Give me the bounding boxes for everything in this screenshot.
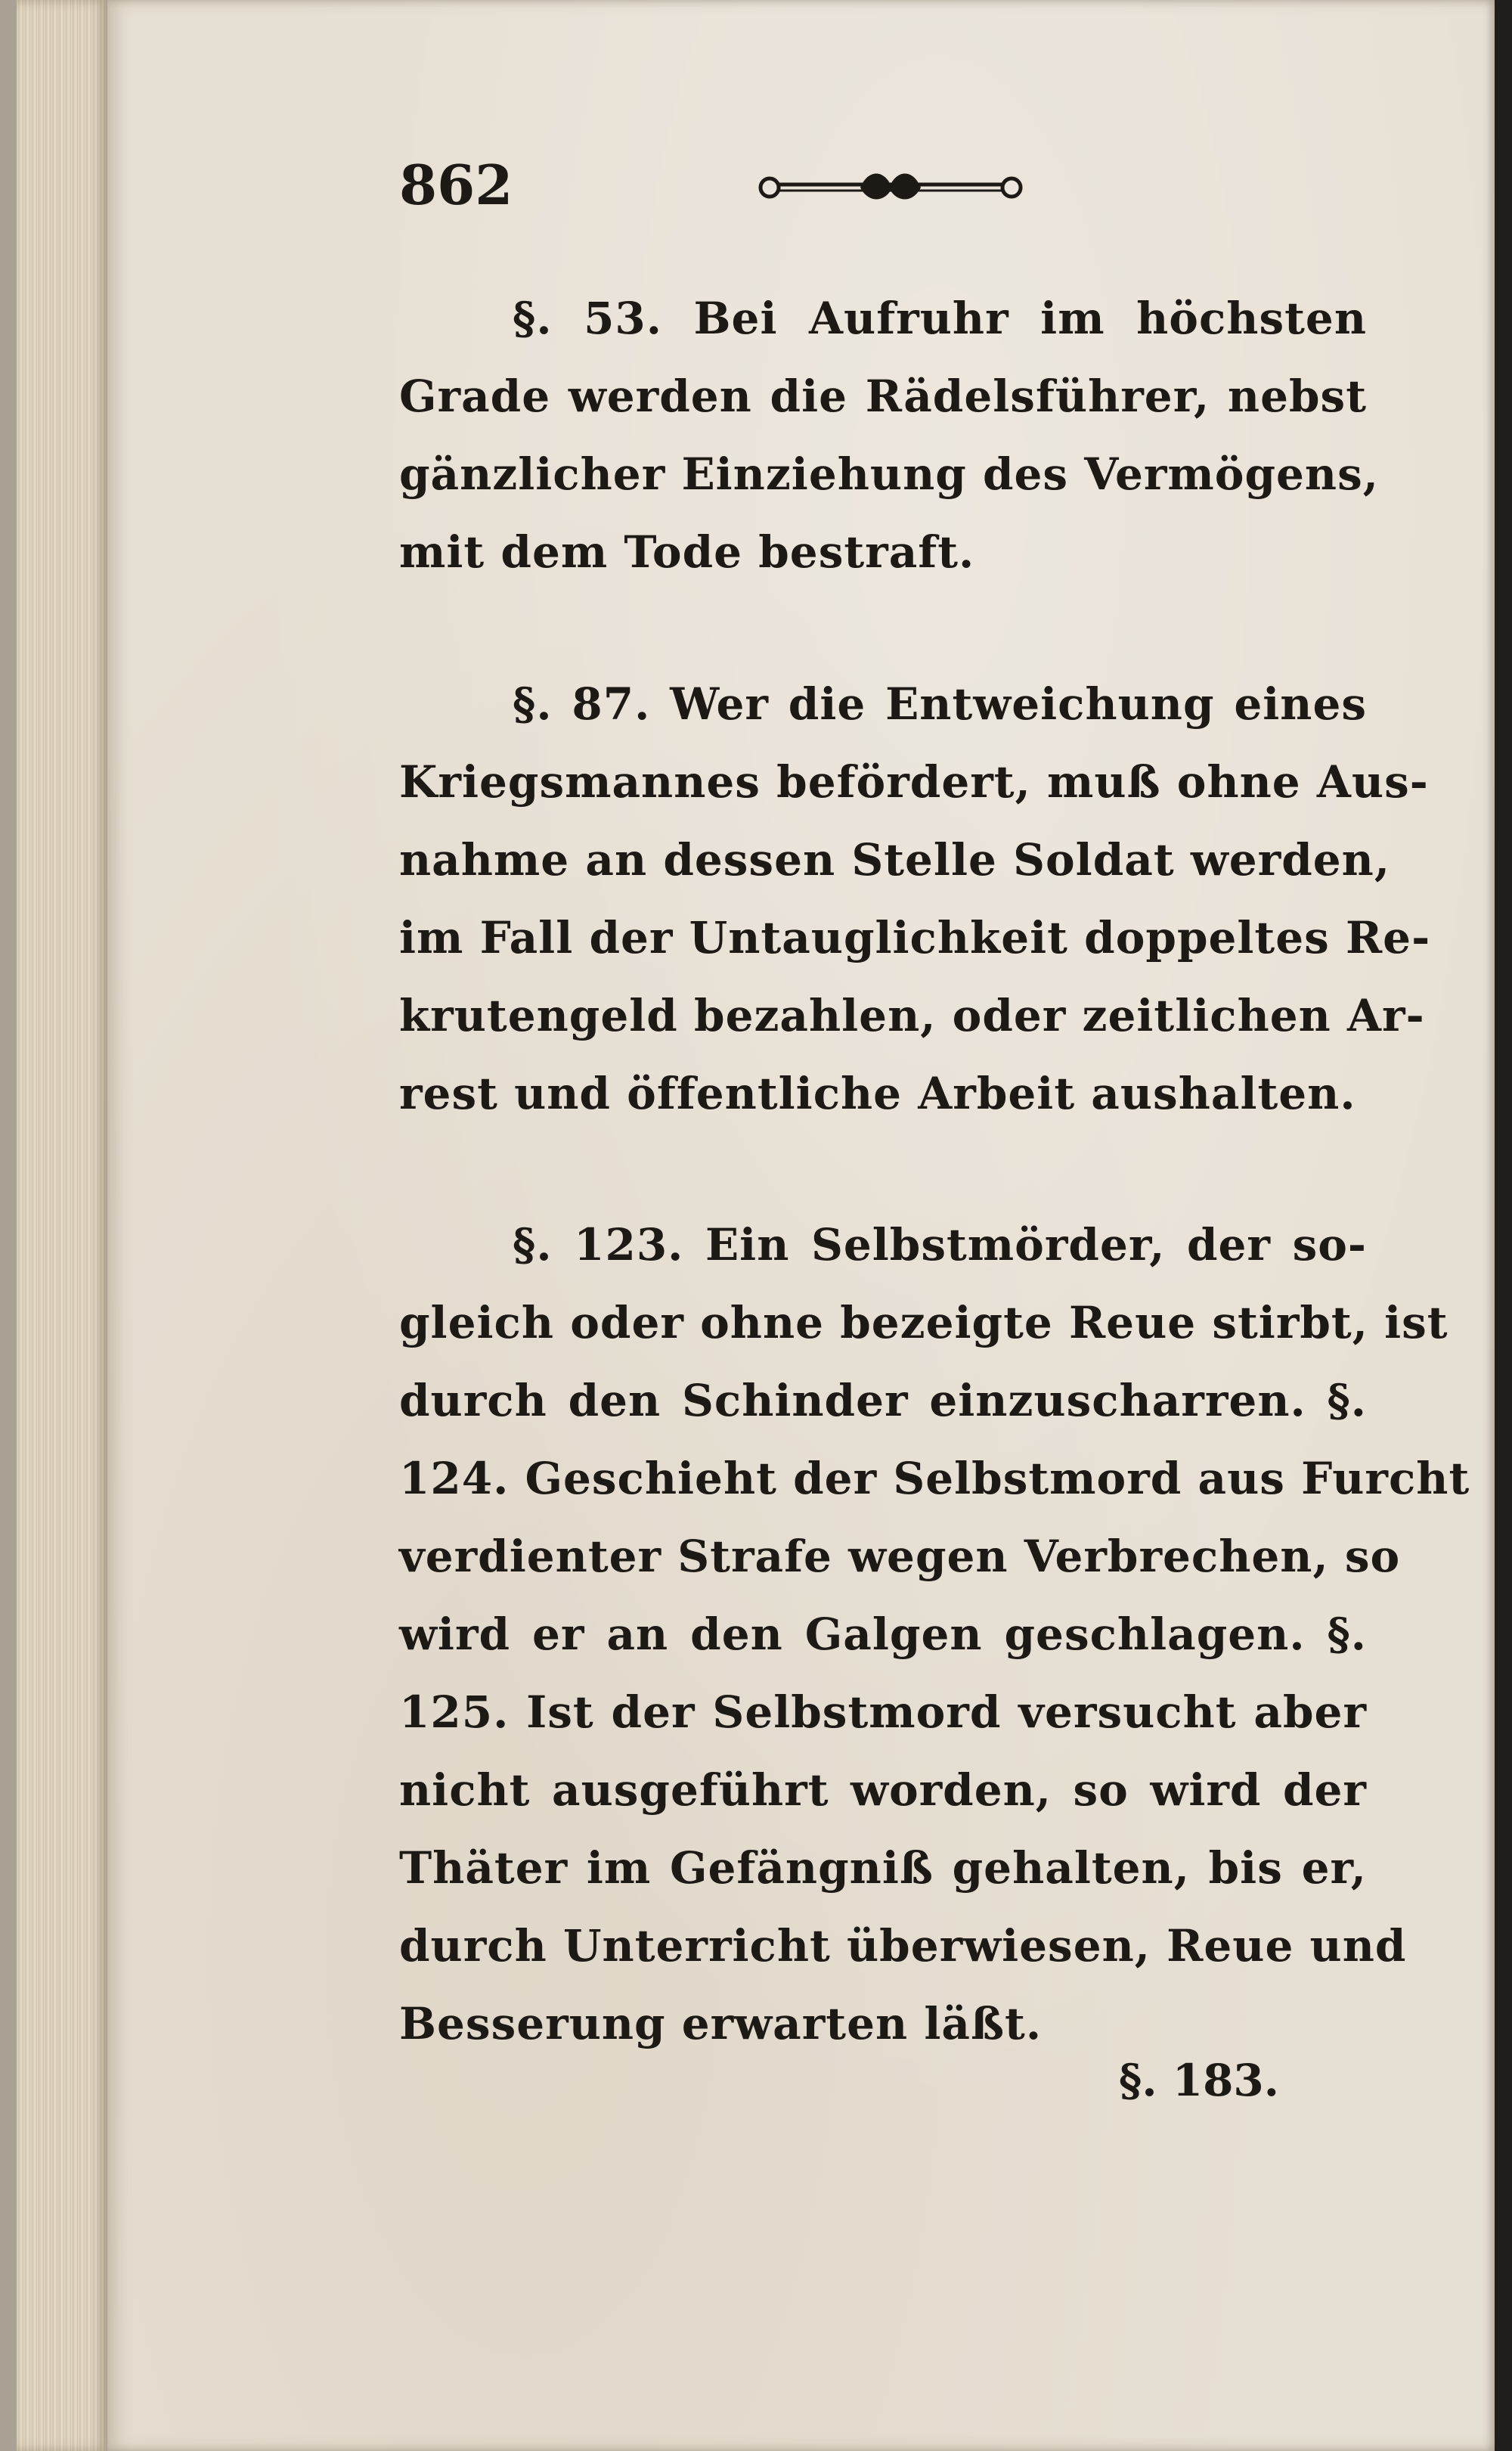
text-line: rest und öffentliche Arbeit aushalten.	[399, 1068, 1356, 1119]
text-line: mit dem Tode bestraft.	[399, 526, 975, 578]
text-line: gleich oder ohne bezeigte Reue stirbt, ist	[399, 1297, 1448, 1348]
text-line: §. 123. Ein Selbstmörder, der so-	[513, 1219, 1367, 1270]
text-line: Grade werden die Rädelsführer, nebst	[399, 371, 1367, 422]
text-line: §. 87. Wer die Entweichung eines	[513, 678, 1367, 730]
catchword: §. 183.	[1119, 2055, 1279, 2106]
text-line: durch Unterricht überwiesen, Reue und	[399, 1920, 1407, 1972]
text-line: gänzlicher Einziehung des Vermögens,	[399, 448, 1379, 500]
text-line: im Fall der Untauglichkeit doppeltes Re-	[399, 912, 1431, 963]
book-spine-edge	[0, 0, 17, 2451]
stacked-page-edges	[17, 0, 107, 2451]
text-line: durch den Schinder einzuscharren. §.	[399, 1375, 1367, 1426]
text-line: 124. Geschieht der Selbstmord aus Furcht	[399, 1453, 1470, 1504]
text-line: wird er an den Galgen geschlagen. §.	[399, 1609, 1367, 1660]
text-line: Besserung erwarten läßt.	[399, 1998, 1043, 2049]
text-line: krutengeld bezahlen, oder zeitlichen Ar-	[399, 990, 1425, 1041]
page-header	[399, 151, 1473, 219]
text-line: nicht ausgeführt worden, so wird der	[399, 1764, 1367, 1816]
text-line: 125. Ist der Selbstmord versucht aber	[399, 1686, 1367, 1738]
paragraph-section-123	[399, 1206, 1470, 2063]
paragraph-section-53	[399, 280, 1379, 591]
ornament-divider-icon	[754, 162, 1027, 207]
text-line: §. 53. Bei Aufruhr im höchsten	[513, 293, 1367, 344]
page-number: 862	[399, 153, 513, 217]
text-line: Thäter im Gefängniß gehalten, bis er,	[399, 1842, 1367, 1894]
right-margin-shadow	[1495, 0, 1512, 2451]
paragraph-section-87	[399, 665, 1431, 1133]
text-line: nahme an dessen Stelle Soldat werden,	[399, 834, 1391, 886]
text-line: verdienter Strafe wegen Verbrechen, so	[399, 1531, 1401, 1582]
text-line: Kriegsmannes befördert, muß ohne Aus-	[399, 756, 1429, 808]
